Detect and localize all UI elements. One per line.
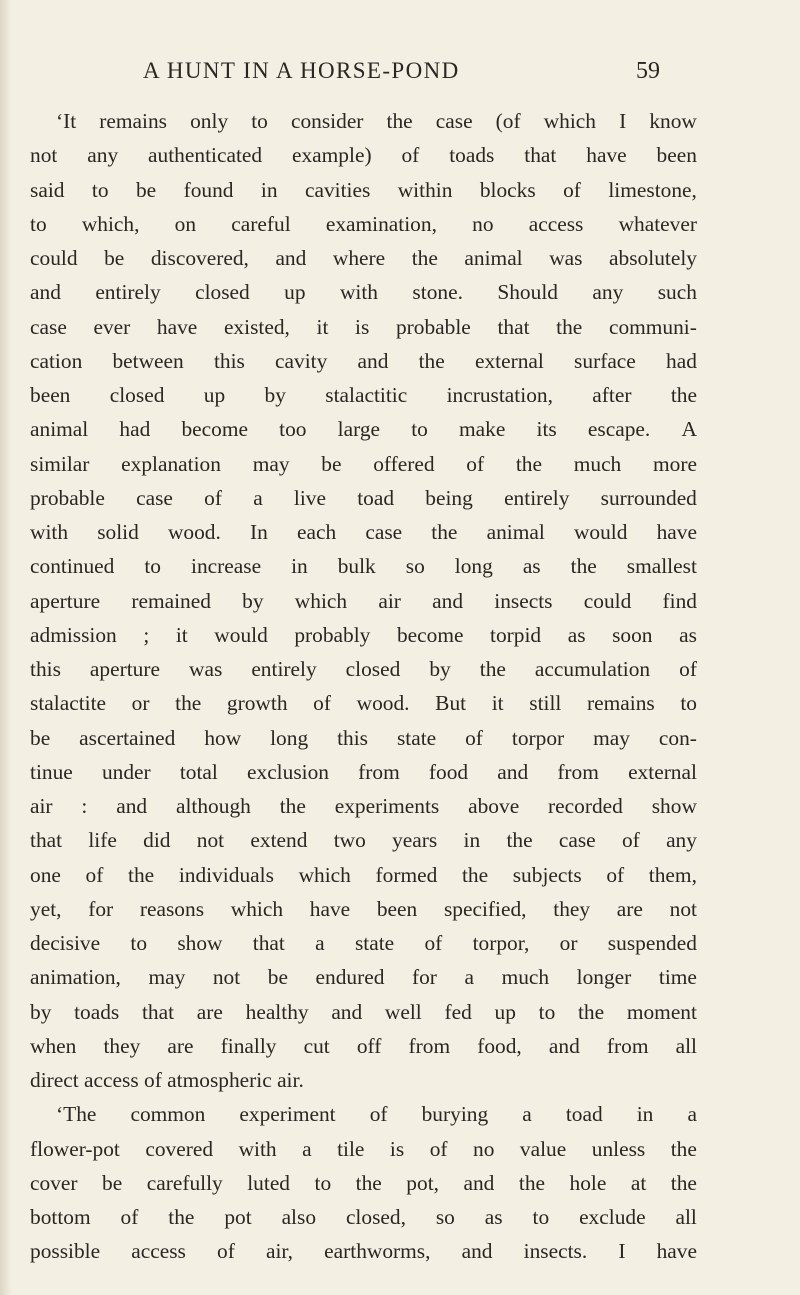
text-line: animation, may not be endured for a much longer time: [30, 965, 697, 990]
text-line: to which, on careful examination, no access whatever: [30, 211, 697, 236]
text-line: cation between this cavity and the external surface had: [30, 348, 697, 373]
text-line: when they are finally cut off from food, and from all: [30, 1033, 697, 1058]
text-line: flower-pot covered with a tile is of no value unless the: [30, 1136, 697, 1161]
text-line: stalactite or the growth of wood. But it still remains to: [30, 691, 697, 716]
text-line: by toads that are healthy and well fed up to the moment: [30, 999, 697, 1024]
running-title: A HUNT IN A HORSE-POND: [143, 58, 460, 83]
text-line: decisive to show that a state of torpor, or suspended: [30, 931, 697, 955]
text-line: ‘The common experiment of burying a toad in a: [56, 1102, 697, 1127]
text-line: could be discovered, and where the animal was absolutely: [30, 246, 697, 270]
page-number: 59: [636, 58, 660, 84]
text-line: tinue under total exclusion from food and from external: [30, 759, 697, 784]
text-line: probable case of a live toad being entirely surrounded: [30, 485, 697, 510]
text-line: cover be carefully luted to the pot, and the hole at the: [30, 1170, 697, 1195]
text-line: yet, for reasons which have been specified, they are not: [30, 896, 697, 921]
text-line: this aperture was entirely closed by the accumulation of: [30, 657, 697, 681]
text-line: that life did not extend two years in the case of any: [30, 828, 697, 853]
text-line: continued to increase in bulk so long as the smallest: [30, 554, 697, 579]
page-gutter-shadow: [0, 0, 12, 1295]
text-line: one of the individuals which formed the subjects of them,: [30, 862, 697, 887]
text-line: animal had become too large to make its escape. A: [30, 417, 697, 442]
text-line: admission ; it would probably become torpid as soon as: [30, 622, 697, 647]
text-line: and entirely closed up with stone. Should any such: [30, 280, 697, 305]
text-line: possible access of air, earthworms, and insects. I have: [30, 1239, 697, 1264]
text-line: said to be found in cavities within blocks of limestone,: [30, 177, 697, 202]
text-line: not any authenticated example) of toads that have been: [30, 143, 697, 168]
text-line: been closed up by stalactitic incrustation, after the: [30, 383, 697, 407]
body-text: [30, 104, 697, 1269]
text-line: be ascertained how long this state of torpor may con-: [30, 725, 697, 750]
text-line: case ever have existed, it is probable that the communi-: [30, 314, 697, 339]
text-line: direct access of atmospheric air.: [30, 1068, 304, 1092]
text-line: with solid wood. In each case the animal would have: [30, 520, 697, 544]
text-line: air : and although the experiments above recorded show: [30, 794, 697, 818]
text-line: bottom of the pot also closed, so as to exclude all: [30, 1205, 697, 1229]
text-line: similar explanation may be offered of the much more: [30, 451, 697, 476]
text-line: aperture remained by which air and insects could find: [30, 588, 697, 613]
text-line: ‘It remains only to consider the case (of which I know: [56, 109, 697, 133]
